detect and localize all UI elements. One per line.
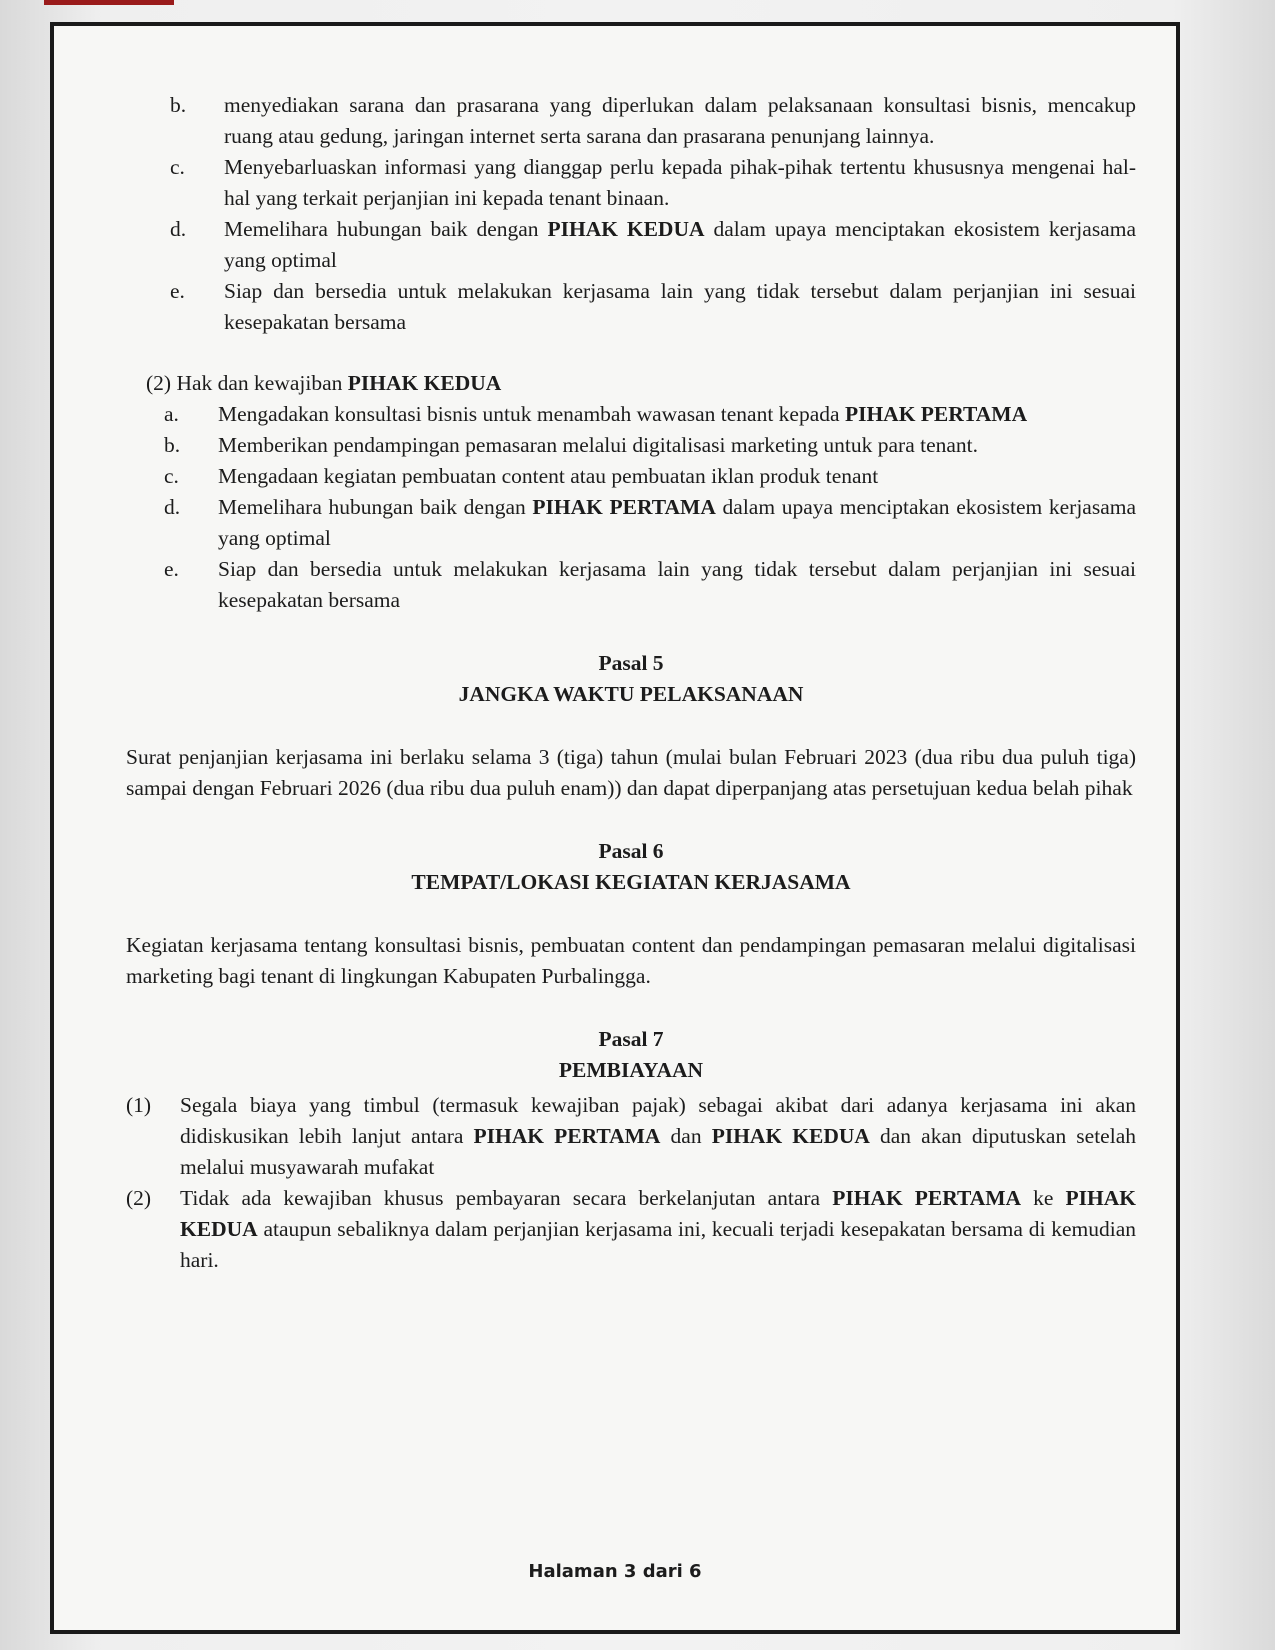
section2-heading bbox=[126, 368, 1136, 399]
item-text-part: ke bbox=[1021, 1186, 1066, 1210]
item-text-part: Tidak ada kewajiban khusus pembayaran secara berkelanjutan antara bbox=[180, 1186, 833, 1210]
item-label: (1) bbox=[126, 1093, 152, 1117]
party-name: PIHAK KEDUA bbox=[547, 217, 705, 241]
item-text: Siap dan bersedia untuk melakukan kerjasama lain yang tidak tersebut dalam perjanjian ini sesuai kesepakatan bersama bbox=[218, 557, 1136, 612]
item-text bbox=[180, 1183, 1136, 1276]
list-item bbox=[126, 492, 1136, 554]
item-label: c. bbox=[164, 464, 179, 488]
list-item bbox=[126, 399, 1136, 430]
pasal7-title: PEMBIAYAAN bbox=[558, 1058, 704, 1082]
item-label: (2) bbox=[126, 1186, 152, 1210]
heading-text: (2) Hak dan kewajiban bbox=[146, 371, 348, 395]
pasal5-text: Surat penjanjian kerjasama ini berlaku selama 3 (tiga) tahun (mulai bulan Februari 2023 (dua ribu dua puluh tiga) sampai dengan Februari 2026 (dua ribu dua puluh enam)) dan dapat diperpanjang atas persetujuan kedua belah pihak bbox=[126, 745, 1136, 800]
item-text: Memberikan pendampingan pemasaran melalui digitalisasi marketing untuk para tenant. bbox=[218, 433, 979, 457]
item-label: d. bbox=[170, 217, 187, 241]
pasal6-text: Kegiatan kerjasama tentang konsultasi bisnis, pembuatan content dan pendampingan pemasaran melalui digitalisasi marketing bagi tenant di lingkungan Kabupaten Purbalingga. bbox=[126, 933, 1136, 988]
list-item bbox=[126, 214, 1136, 276]
item-text bbox=[180, 1090, 1136, 1183]
list-item bbox=[126, 1090, 1136, 1183]
list-item bbox=[126, 554, 1136, 616]
item-text-part: Mengadakan konsultasi bisnis untuk menambah wawasan tenant kepada bbox=[218, 402, 845, 426]
list-item bbox=[126, 90, 1136, 152]
list-item bbox=[126, 276, 1136, 338]
item-text-part: dan bbox=[660, 1124, 712, 1148]
pasal6-number: Pasal 6 bbox=[598, 839, 664, 863]
list-item bbox=[126, 461, 1136, 492]
party-name: PIHAK PERTAMA bbox=[473, 1124, 661, 1148]
party-name: PIHAK KEDUA bbox=[347, 371, 502, 395]
item-text-part: dalam upaya menciptakan ekosistem kerjasama yang optimal bbox=[224, 217, 1136, 272]
item-text-part: dan akan diputuskan setelah melalui musyawarah mufakat bbox=[180, 1124, 1136, 1179]
document-page bbox=[50, 22, 1180, 1634]
party-name: PIHAK PERTAMA bbox=[532, 495, 716, 519]
section2-list bbox=[126, 399, 1136, 616]
item-label: e. bbox=[170, 279, 185, 303]
section1-list bbox=[126, 90, 1136, 338]
item-text-part: Segala biaya yang timbul (termasuk kewajiban pajak) sebagai akibat dari adanya kerjasama ini akan didiskusikan lebih lanjut antara bbox=[180, 1093, 1136, 1148]
party-name: PIHAK PERTAMA bbox=[832, 1186, 1022, 1210]
party-name: PIHAK PERTAMA bbox=[844, 402, 1028, 426]
item-text-part: ataupun sebaliknya dalam perjanjian kerjasama ini, kecuali terjadi kesepakatan bersama di kemudian hari. bbox=[180, 1217, 1136, 1272]
document-content bbox=[126, 90, 1136, 1276]
item-text bbox=[218, 492, 1136, 554]
item-label: a. bbox=[164, 402, 179, 426]
list-item bbox=[126, 430, 1136, 461]
list-item bbox=[126, 1183, 1136, 1276]
item-label: b. bbox=[170, 93, 187, 117]
pasal7-number: Pasal 7 bbox=[598, 1027, 664, 1051]
top-edge-mark bbox=[44, 0, 174, 5]
item-text bbox=[218, 399, 1136, 430]
item-text: Siap dan bersedia untuk melakukan kerjasama lain yang tidak tersebut dalam perjanjian ini sesuai kesepakatan bersama bbox=[224, 279, 1136, 334]
item-text-part: Memelihara hubungan baik dengan bbox=[218, 495, 533, 519]
pasal5-number: Pasal 5 bbox=[598, 651, 664, 675]
item-text: Menyebarluaskan informasi yang dianggap perlu kepada pihak-pihak tertentu khususnya mengenai hal-hal yang terkait perjanjian ini kepada tenant binaan. bbox=[224, 155, 1136, 210]
pasal7-list bbox=[126, 1090, 1136, 1276]
item-text-part: dalam upaya menciptakan ekosistem kerjasama yang optimal bbox=[218, 495, 1137, 550]
item-text bbox=[224, 214, 1136, 276]
item-text-part: Memelihara hubungan baik dengan bbox=[224, 217, 548, 241]
item-text: menyediakan sarana dan prasarana yang diperlukan dalam pelaksanaan konsultasi bisnis, mencakup ruang atau gedung, jaringan internet serta sarana dan prasarana penunjang lainnya. bbox=[224, 93, 1136, 148]
pasal6-title: TEMPAT/LOKASI KEGIATAN KERJASAMA bbox=[411, 870, 851, 894]
item-label: c. bbox=[170, 155, 185, 179]
item-label: b. bbox=[164, 433, 181, 457]
list-item bbox=[126, 152, 1136, 214]
pasal5-title: JANGKA WAKTU PELAKSANAAN bbox=[458, 682, 804, 706]
item-label: d. bbox=[164, 495, 181, 519]
party-name: PIHAK KEDUA bbox=[180, 1186, 1137, 1241]
item-label: e. bbox=[164, 557, 179, 581]
page-number: Halaman 3 dari 6 bbox=[528, 1561, 702, 1582]
party-name: PIHAK KEDUA bbox=[711, 1124, 870, 1148]
item-text: Mengadaan kegiatan pembuatan content atau pembuatan iklan produk tenant bbox=[218, 464, 879, 488]
